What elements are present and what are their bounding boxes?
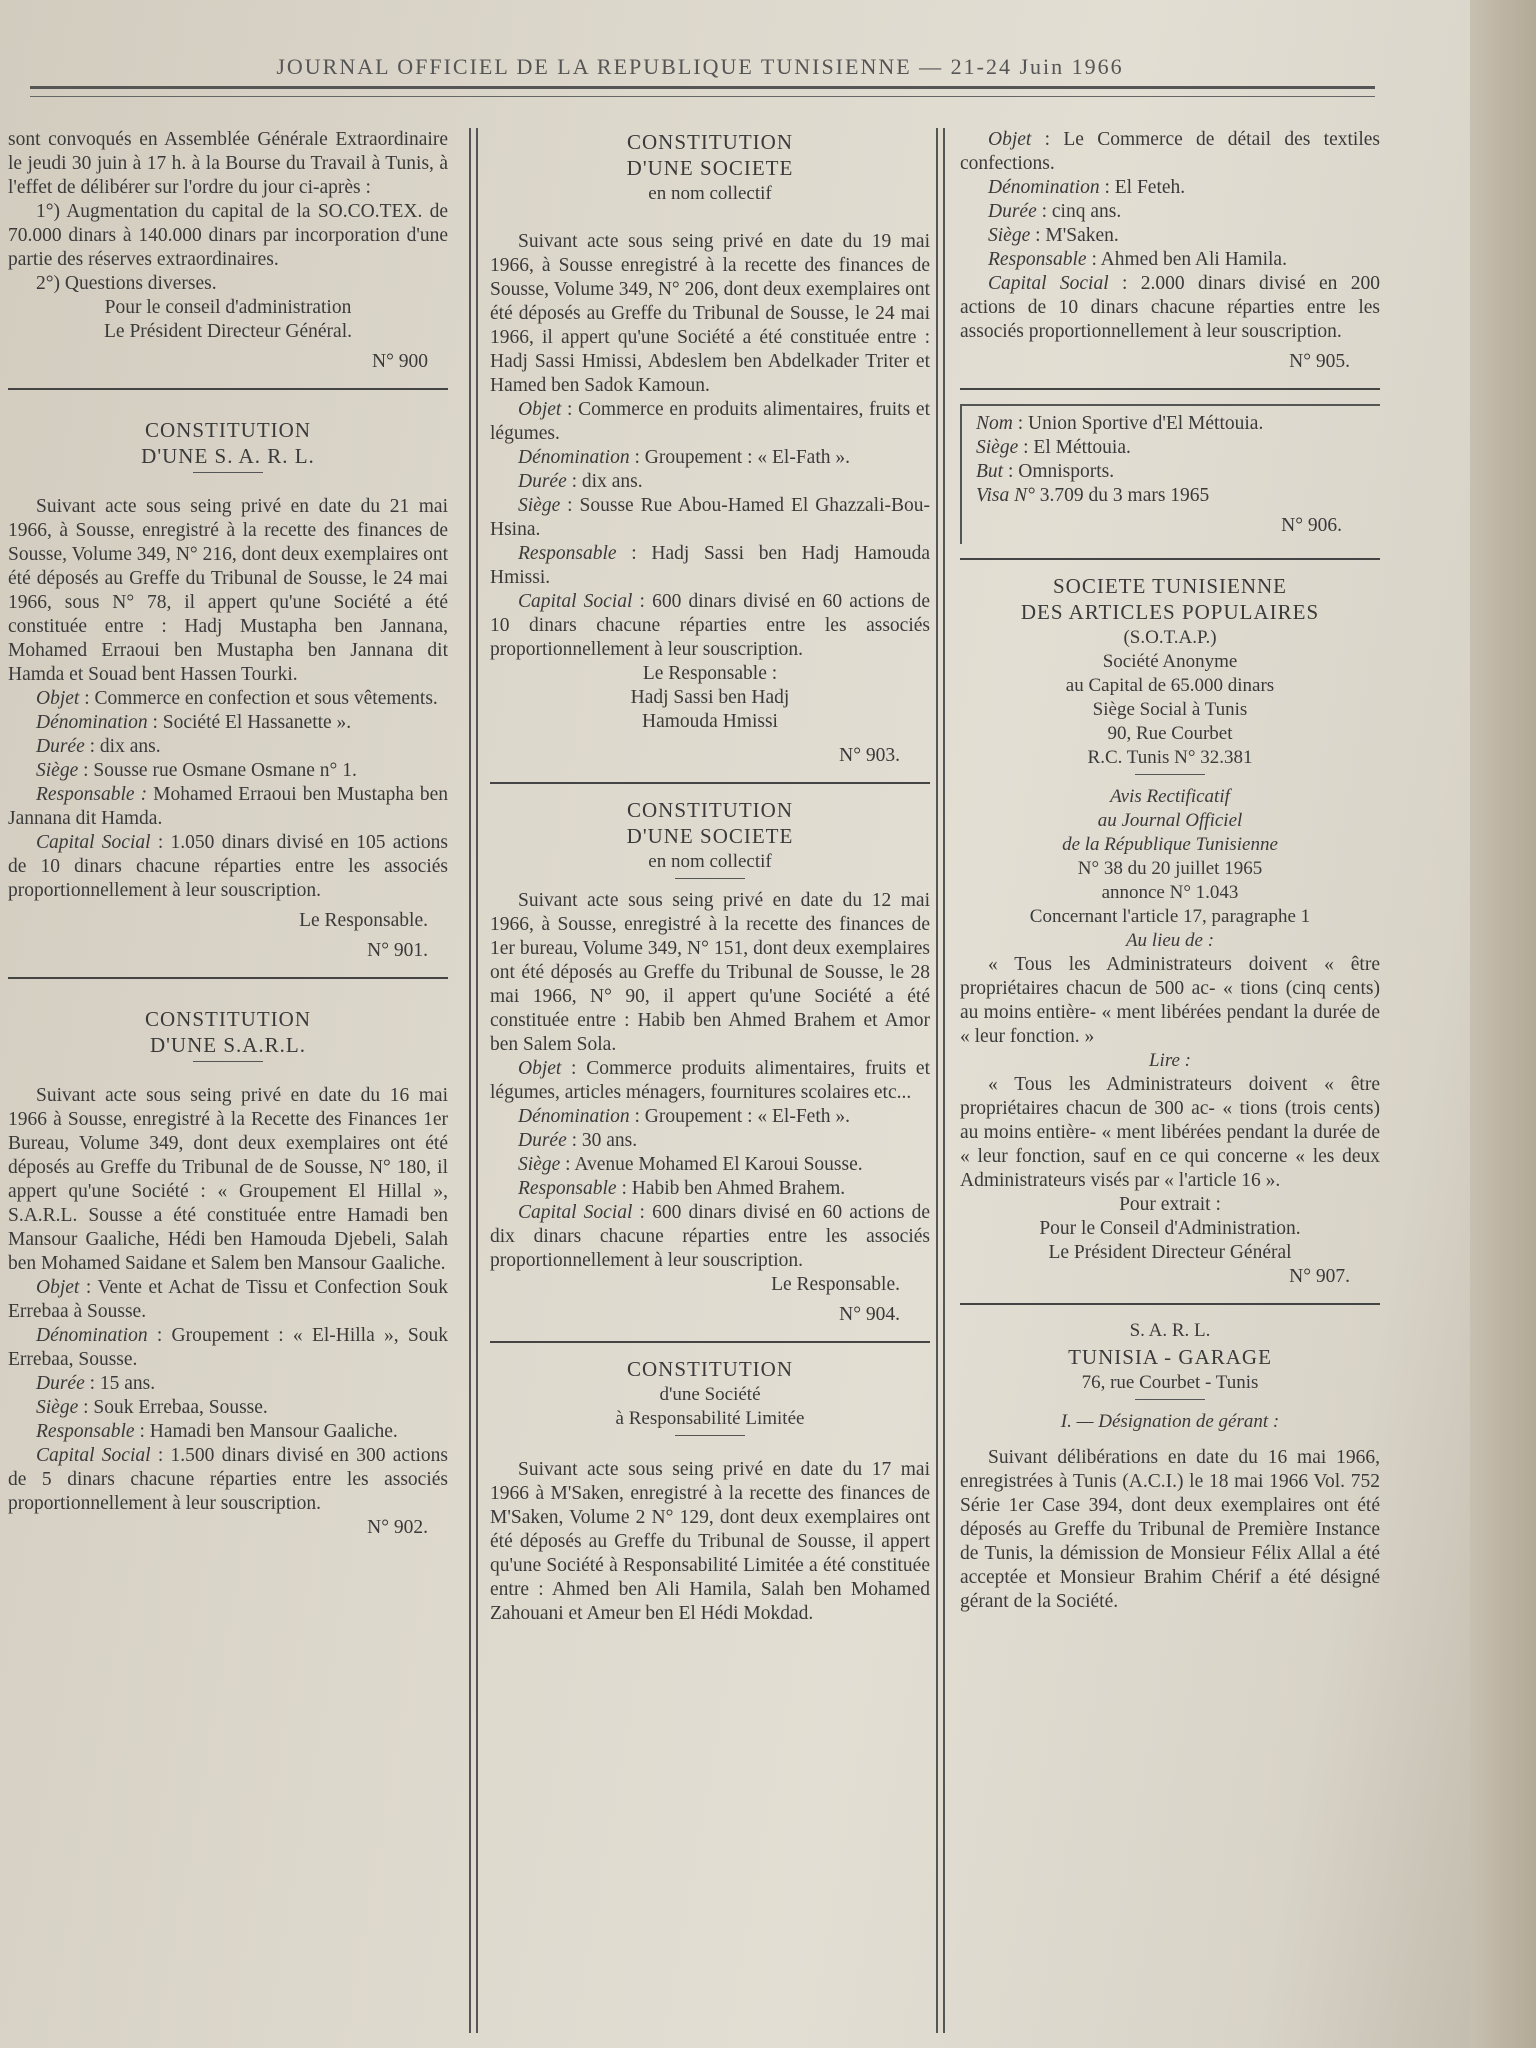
signature-line: Le Responsable. <box>771 1274 900 1295</box>
notice-title: CONSTITUTION <box>145 1007 311 1031</box>
notice-field: Objet : Vente et Achat de Tissu et Confection Souk Errebaa à Sousse. <box>8 1277 448 1322</box>
notice-subtitle: en nom collectif <box>648 851 772 872</box>
notice-body: Suivant acte sous seing privé en date du 16 mai 1966 à Sousse, enregistré à la Recette des Finances 1er Bureau, Volume 349, dont deux exemplaires ont été déposés au Greffe du Tribunal de de Sousse, N° 180, il appert qu'une Société : « Groupement El Hillal », S.A.R.L. Sousse a été constituée entre Hamadi ben Mansour Gaaliche, Hédi ben Hamouda Djebeli, Salah ben Mohamed Saidane et Salem ben Mansour Gaaliche. <box>8 1085 448 1274</box>
notice-field: Dénomination : Groupement : « El-Feth ». <box>518 1106 851 1127</box>
notice-field: Durée : dix ans. <box>36 736 161 757</box>
notice-field: Durée : 30 ans. <box>518 1130 638 1151</box>
divider <box>960 388 1380 390</box>
notice-field: Responsable : Hadj Sassi ben Hadj Hamouda Hmissi. <box>490 543 930 588</box>
notice-field: Responsable : Habib ben Ahmed Brahem. <box>518 1178 846 1199</box>
notice-title: CONSTITUTION <box>627 798 793 822</box>
header-rule <box>30 86 1375 89</box>
notice-number: N° 907. <box>1289 1266 1350 1287</box>
quoted-text: « Tous les Administrateurs doivent « être propriétaires chacun de 500 ac- « tions (cinq cents) au moins entière- « ment libérées pendant la durée de « leur fonction. » <box>960 954 1380 1047</box>
section-heading: I. — Désignation de gérant : <box>1060 1411 1280 1432</box>
notice-body: Suivant acte sous seing privé en date du 21 mai 1966, à Sousse, enregistré à la recette des finances de Sousse, Volume 349, N° 216, dont deux exemplaires ont été déposés au Greffe du Tribunal de Sousse, le 24 mai 1966, sous N° 78, il appert qu'une Société a été constituée entre : Hadj Mustapha ben Jannana, Mohamed Erraoui ben Mustapha ben Jannana dit Hamda et Souad bent Hassen Tourki. <box>8 496 448 685</box>
notice-field: Objet : Le Commerce de détail des textiles confections. <box>960 129 1380 174</box>
notice-subtitle: TUNISIA - GARAGE <box>1068 1345 1272 1369</box>
company-line: 90, Rue Courbet <box>1107 723 1233 744</box>
notice-number: N° 904. <box>839 1304 900 1325</box>
divider <box>8 977 448 979</box>
company-line: 76, rue Courbet - Tunis <box>1081 1372 1259 1393</box>
notice-body: Suivant délibérations en date du 16 mai 1966, enregistrées à Tunis (A.C.I.) le 18 mai 1966 Vol. 752 Série 1er Case 394, dont deux exemplaires ont été déposés au Greffe du Tribunal de Première Instance de Tunis, la démission de Monsieur Félix Allal a été acceptée et Monsieur Brahim Chérif a été désigné gérant de la Société. <box>960 1447 1380 1612</box>
signature-line: Le Président Directeur Général. <box>104 321 352 342</box>
notice-field: Capital Social : 600 dinars divisé en 60 actions de 10 dinars chacune réparties entre les associés proportionnellement à leur souscription. <box>490 591 931 660</box>
notice-field: Capital Social : 600 dinars divisé en 60 actions de dix dinars chacune réparties entre les associés proportionnellement à leur souscription. <box>490 1202 931 1271</box>
column-1 <box>8 128 448 1540</box>
notice-title: CONSTITUTION <box>145 418 311 442</box>
notice-field: But : Omnisports. <box>976 461 1115 482</box>
avis-line: N° 38 du 20 juillet 1965 <box>1077 858 1263 879</box>
divider <box>490 1341 930 1343</box>
avis-line: annonce N° 1.043 <box>1101 882 1239 903</box>
page-edge <box>1470 0 1536 2048</box>
notice-body: Suivant acte sous seing privé en date du 19 mai 1966, à Sousse enregistré à la recette des finances de Sousse, Volume 349, N° 206, dont deux exemplaires ont été déposés au Greffe du Tribunal de Sousse, le 24 mai 1966, il appert qu'une Société a été constituée entre : Hadj Sassi Hmissi, Abdeslem ben Abdelkader Triter et Hamed ben Sadok Kamoun. <box>490 231 930 396</box>
notice-number: N° 905. <box>1289 351 1350 372</box>
column-3 <box>960 128 1380 1614</box>
column-2 <box>490 128 930 1626</box>
company-line: Siège Social à Tunis <box>1092 699 1248 720</box>
divider <box>960 1303 1380 1305</box>
notice-subtitle: d'une Société <box>659 1384 761 1405</box>
notice-field: Siège : M'Saken. <box>988 225 1119 246</box>
notice-number: N° 901. <box>367 940 428 961</box>
signature-line: Hamouda Hmissi <box>642 711 778 732</box>
header-rule-thin <box>30 96 1375 97</box>
avis-line: Au lieu de : <box>1125 930 1215 951</box>
notice-field: Siège : Souk Errebaa, Sousse. <box>36 1397 268 1418</box>
notice-subtitle: D'UNE SOCIETE <box>626 824 794 848</box>
avis-line: de la République Tunisienne <box>1062 834 1278 855</box>
notice-subtitle: D'UNE SOCIETE <box>626 156 794 180</box>
notice-body: Suivant acte sous seing privé en date du 12 mai 1966, à Sousse, enregistré à la recette des finances de 1er bureau, Volume 349, N° 151, dont deux exemplaires ont été déposés au Greffe du Tribunal de Sousse, le 28 mai 1966, N° 90, il appert qu'une Société a été constituée entre : Habib ben Ahmed Brahem et Amor ben Salem Sola. <box>490 890 930 1055</box>
column-rule <box>476 128 478 2033</box>
notice-field: Objet : Commerce en confection et sous vêtements. <box>36 688 438 709</box>
notice-field: Siège : Avenue Mohamed El Karoui Sousse. <box>518 1154 863 1175</box>
notice-field: Objet : Commerce en produits alimentaires, fruits et légumes. <box>490 399 930 444</box>
notice-field: Durée : 15 ans. <box>36 1373 156 1394</box>
agenda-item: 2°) Questions diverses. <box>36 273 217 294</box>
notice-number: N° 906. <box>1281 515 1342 536</box>
agenda-item: 1°) Augmentation du capital de la SO.CO.TEX. de 70.000 dinars à 140.000 dinars par incorporation d'une partie des réserves extraordinaires. <box>8 201 448 270</box>
notice-subtitle: DES ARTICLES POPULAIRES <box>1020 600 1320 624</box>
divider <box>490 782 930 784</box>
notice-field: Visa N° 3.709 du 3 mars 1965 <box>976 485 1210 506</box>
divider <box>960 558 1380 560</box>
notice-number: N° 902. <box>367 1517 428 1538</box>
notice-field: Siège : Sousse Rue Abou-Hamed El Ghazzali-Bou-Hsina. <box>490 495 930 540</box>
notice-field: Nom : Union Sportive d'El Méttouia. <box>976 413 1264 434</box>
notice-field: Durée : dix ans. <box>518 471 643 492</box>
notice-subtitle: D'UNE S. A. R. L. <box>141 444 315 468</box>
divider <box>8 388 448 390</box>
notice-subtitle: (S.O.T.A.P.) <box>1123 627 1217 648</box>
notice-field: Responsable : Mohamed Erraoui ben Mustapha ben Jannana dit Hamda. <box>8 784 448 829</box>
company-line: R.C. Tunis N° 32.381 <box>1087 747 1253 768</box>
signature-line: Pour extrait : <box>1119 1194 1221 1215</box>
notice-subtitle: D'UNE S.A.R.L. <box>149 1033 307 1057</box>
notice-field: Objet : Commerce produits alimentaires, fruits et légumes, articles ménagers, fournitures scolaires etc... <box>490 1058 930 1103</box>
notice-field: Dénomination : El Feteh. <box>988 177 1186 198</box>
association-box <box>960 404 1380 544</box>
page-header: JOURNAL OFFICIEL DE LA REPUBLIQUE TUNISIENNE — 21-24 Juin 1966 <box>276 54 1124 79</box>
notice-subtitle: à Responsabilité Limitée <box>615 1408 805 1429</box>
company-line: au Capital de 65.000 dinars <box>1065 675 1275 696</box>
notice-field: Dénomination : Groupement : « El-Fath ». <box>518 447 851 468</box>
avis-line: Concernant l'article 17, paragraphe 1 <box>1029 906 1311 927</box>
notice-body: Suivant acte sous seing privé en date du 17 mai 1966 à M'Saken, enregistré à la recette des finances de M'Saken, Volume 2 N° 129, dont deux exemplaires ont été déposés au Greffe du Tribunal de Sousse, il appert qu'une Société à Responsabilité Limitée a été constituée entre : Ahmed ben Ali Hamila, Salah ben Mohamed Zahouani et Ameur ben El Hédi Mokdad. <box>490 1459 930 1624</box>
signature-line: Le Responsable : <box>642 663 778 684</box>
notice-field: Siège : El Méttouia. <box>976 437 1131 458</box>
notice-field: Dénomination : Groupement : « El-Hilla », Souk Errebaa, Sousse. <box>8 1325 448 1370</box>
notice-number: N° 903. <box>839 745 900 766</box>
notice-number: N° 900 <box>371 351 428 372</box>
column-rule <box>936 128 938 2033</box>
notice-field: Dénomination : Société El Hassanette ». <box>36 712 352 733</box>
avis-line: au Journal Officiel <box>1097 810 1243 831</box>
notice-field: Responsable : Hamadi ben Mansour Gaaliche. <box>36 1421 398 1442</box>
notice-field: Durée : cinq ans. <box>988 201 1122 222</box>
quoted-text: « Tous les Administrateurs doivent « être propriétaires chacun de 300 ac- « tions (trois cents) au moins entière- « ment libérées pendant la durée de « leur fonction, sauf en ce qui concerne « les deux Administrateurs visés par « l'article 16 ». <box>960 1074 1380 1191</box>
avis-line: Avis Rectificatif <box>1110 786 1230 807</box>
notice-subtitle: en nom collectif <box>648 183 772 204</box>
signature-line: Le Responsable. <box>299 910 428 931</box>
company-line: Société Anonyme <box>1102 651 1238 672</box>
signature-line: Pour le conseil d'administration <box>104 297 352 318</box>
notice-title: S. A. R. L. <box>1129 1320 1211 1341</box>
signature-line: Le Président Directeur Général <box>1048 1242 1292 1263</box>
notice-field: Responsable : Ahmed ben Ali Hamila. <box>988 249 1287 270</box>
notice-field: Capital Social : 2.000 dinars divisé en 200 actions de 10 dinars chacune réparties entre les associés proportionnellement à leur souscription. <box>960 273 1381 342</box>
notice-field: Capital Social : 1.050 dinars divisé en 105 actions de 10 dinars chacune réparties entre les associés proportionnellement à leur souscription. <box>8 832 448 901</box>
signature-line: Hadj Sassi ben Hadj <box>630 687 790 708</box>
convocation-text: sont convoqués en Assemblée Générale Extraordinaire le jeudi 30 juin à 17 h. à la Bourse du Travail à Tunis, à l'effet de délibérer sur l'ordre du jour ci-après : <box>8 129 448 198</box>
notice-field: Siège : Sousse rue Osmane Osmane n° 1. <box>36 760 357 781</box>
signature-line: Pour le Conseil d'Administration. <box>1039 1218 1301 1239</box>
avis-line: Lire : <box>1148 1050 1192 1071</box>
notice-field: Capital Social : 1.500 dinars divisé en 300 actions de 5 dinars chacune réparties entre les associés proportionnellement à leur souscription. <box>8 1445 448 1514</box>
notice-title: CONSTITUTION <box>627 130 793 154</box>
column-rule <box>469 128 471 2033</box>
notice-title: CONSTITUTION <box>627 1357 793 1381</box>
column-rule <box>943 128 945 2033</box>
notice-title: SOCIETE TUNISIENNE <box>1052 574 1287 598</box>
